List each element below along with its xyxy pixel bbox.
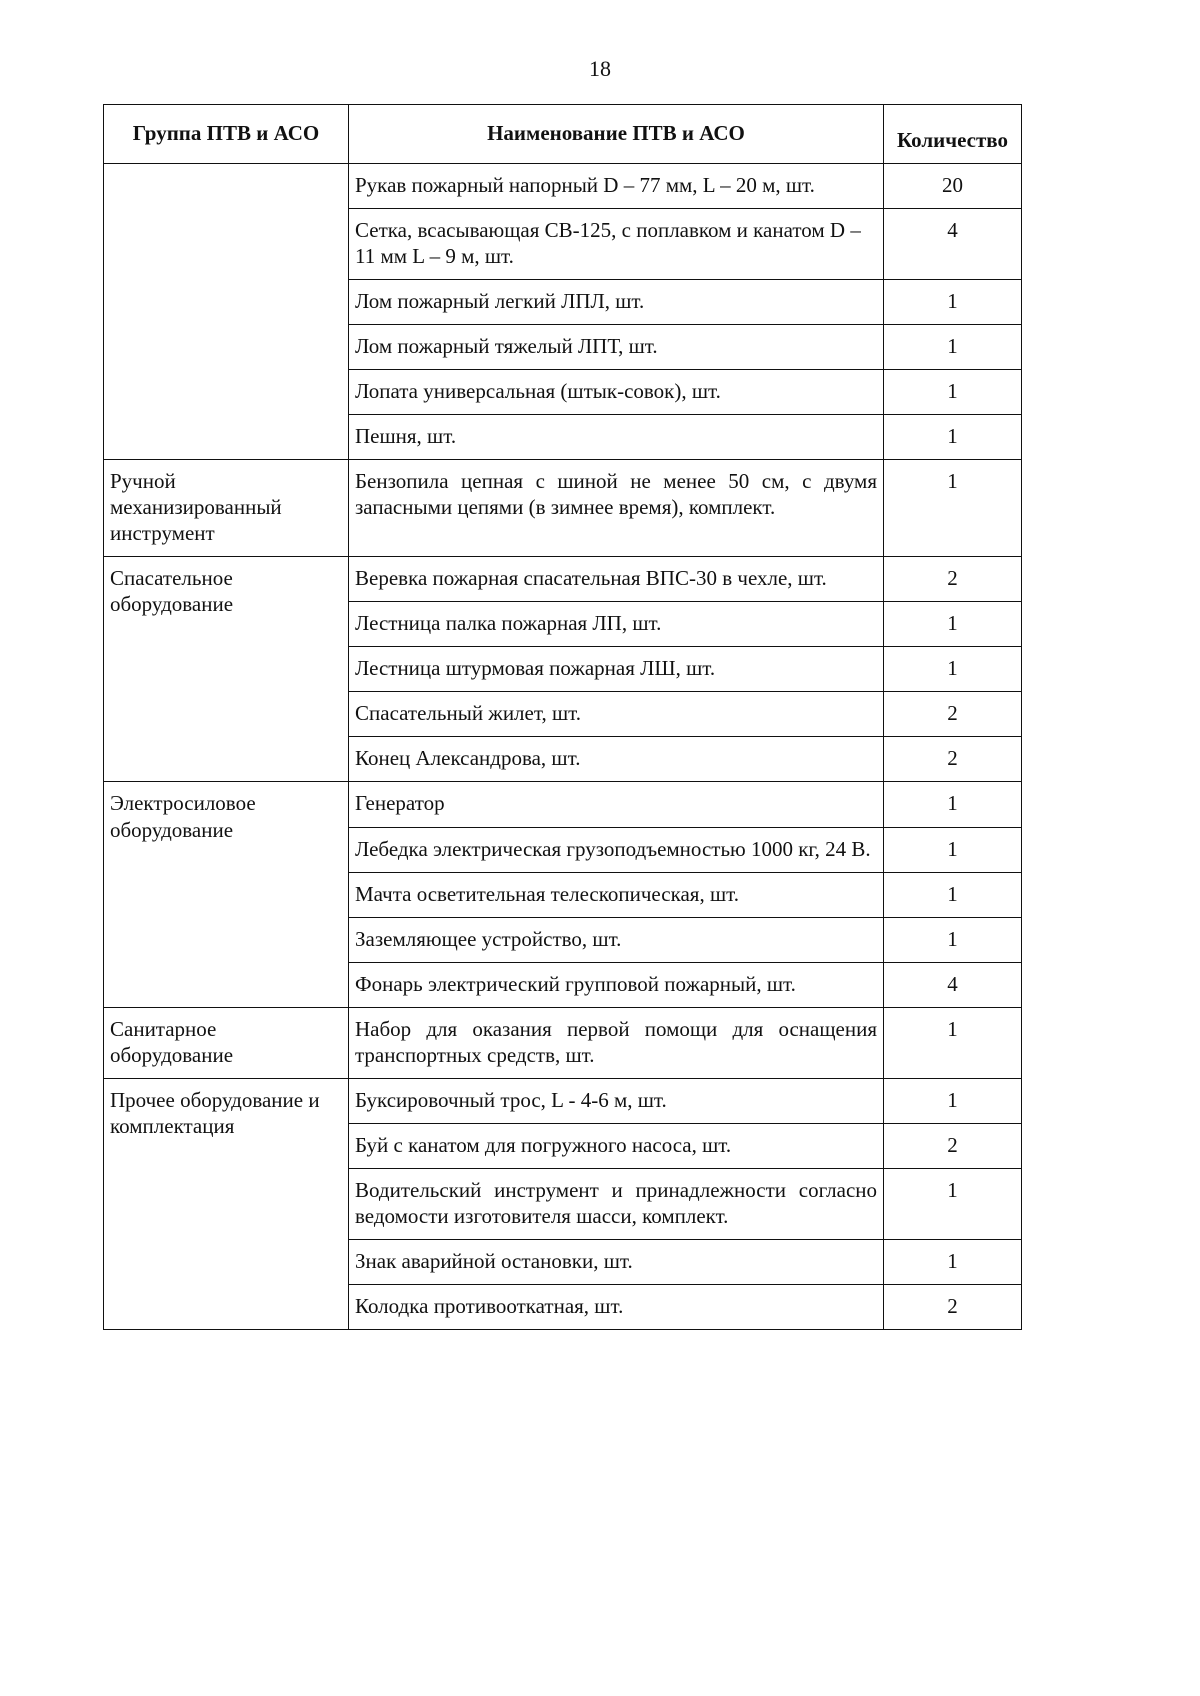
item-quantity-cell: 1	[884, 325, 1022, 370]
item-quantity-cell: 20	[884, 164, 1022, 209]
item-quantity-cell: 4	[884, 209, 1022, 280]
item-name-cell: Водительский инструмент и принадлежности согласно ведомости изготовителя шасси, комплект.	[349, 1168, 884, 1239]
item-name-cell: Рукав пожарный напорный D – 77 мм, L – 20 м, шт.	[349, 164, 884, 209]
item-name-cell: Буксировочный трос, L - 4-6 м, шт.	[349, 1078, 884, 1123]
item-quantity-cell: 1	[884, 827, 1022, 872]
item-quantity-cell: 1	[884, 602, 1022, 647]
item-name-cell: Лом пожарный тяжелый ЛПТ, шт.	[349, 325, 884, 370]
table-row	[104, 460, 1022, 557]
header-group: Группа ПТВ и АСО	[104, 105, 349, 164]
item-quantity-cell: 1	[884, 370, 1022, 415]
item-quantity-cell: 2	[884, 692, 1022, 737]
item-name-cell: Знак аварийной остановки, шт.	[349, 1239, 884, 1284]
item-name-cell: Лестница штурмовая пожарная ЛШ, шт.	[349, 647, 884, 692]
group-cell: Прочее оборудование и комплектация	[104, 1078, 349, 1329]
item-name-cell: Пешня, шт.	[349, 415, 884, 460]
item-name-cell: Мачта осветительная телескопическая, шт.	[349, 872, 884, 917]
group-cell: Ручной механизированный инструмент	[104, 460, 349, 557]
item-name-cell: Спасательный жилет, шт.	[349, 692, 884, 737]
item-name-cell: Колодка противооткатная, шт.	[349, 1284, 884, 1329]
table-row	[104, 782, 1022, 827]
header-name: Наименование ПТВ и АСО	[349, 105, 884, 164]
item-name-cell: Фонарь электрический групповой пожарный, шт.	[349, 962, 884, 1007]
table-body	[104, 164, 1022, 1330]
item-name-cell: Лебедка электрическая грузоподъемностью 1000 кг, 24 В.	[349, 827, 884, 872]
item-quantity-cell: 1	[884, 1007, 1022, 1078]
item-quantity-cell: 1	[884, 1239, 1022, 1284]
page-number: 18	[589, 56, 611, 81]
table-row	[104, 164, 1022, 209]
item-quantity-cell: 1	[884, 1078, 1022, 1123]
table-row	[104, 557, 1022, 602]
table-header-row	[104, 105, 1022, 164]
table-row	[104, 1078, 1022, 1123]
item-name-cell: Набор для оказания первой помощи для оснащения транспортных средств, шт.	[349, 1007, 884, 1078]
item-quantity-cell: 2	[884, 737, 1022, 782]
group-cell: Санитарное оборудование	[104, 1007, 349, 1078]
item-quantity-cell: 1	[884, 460, 1022, 557]
item-name-cell: Генератор	[349, 782, 884, 827]
item-name-cell: Лестница палка пожарная ЛП, шт.	[349, 602, 884, 647]
item-quantity-cell: 2	[884, 557, 1022, 602]
table-row	[104, 1007, 1022, 1078]
item-name-cell: Буй с канатом для погружного насоса, шт.	[349, 1123, 884, 1168]
item-name-cell: Веревка пожарная спасательная ВПС-30 в чехле, шт.	[349, 557, 884, 602]
header-quantity: Количество	[884, 105, 1022, 164]
item-quantity-cell: 1	[884, 280, 1022, 325]
item-name-cell: Сетка, всасывающая СВ-125, с поплавком и канатом D – 11 мм L – 9 м, шт.	[349, 209, 884, 280]
group-cell: Спасательное оборудование	[104, 557, 349, 782]
item-name-cell: Лом пожарный легкий ЛПЛ, шт.	[349, 280, 884, 325]
item-quantity-cell: 1	[884, 782, 1022, 827]
item-quantity-cell: 1	[884, 415, 1022, 460]
equipment-table	[103, 104, 1022, 1330]
item-quantity-cell: 2	[884, 1284, 1022, 1329]
item-name-cell: Заземляющее устройство, шт.	[349, 917, 884, 962]
item-name-cell: Конец Александрова, шт.	[349, 737, 884, 782]
group-cell: Электросиловое оборудование	[104, 782, 349, 1007]
item-quantity-cell: 4	[884, 962, 1022, 1007]
item-quantity-cell: 1	[884, 647, 1022, 692]
item-name-cell: Бензопила цепная с шиной не менее 50 см, с двумя запасными цепями (в зимнее время), комплект.	[349, 460, 884, 557]
item-quantity-cell: 1	[884, 1168, 1022, 1239]
item-name-cell: Лопата универсальная (штык-совок), шт.	[349, 370, 884, 415]
item-quantity-cell: 1	[884, 917, 1022, 962]
item-quantity-cell: 2	[884, 1123, 1022, 1168]
group-cell	[104, 164, 349, 460]
item-quantity-cell: 1	[884, 872, 1022, 917]
